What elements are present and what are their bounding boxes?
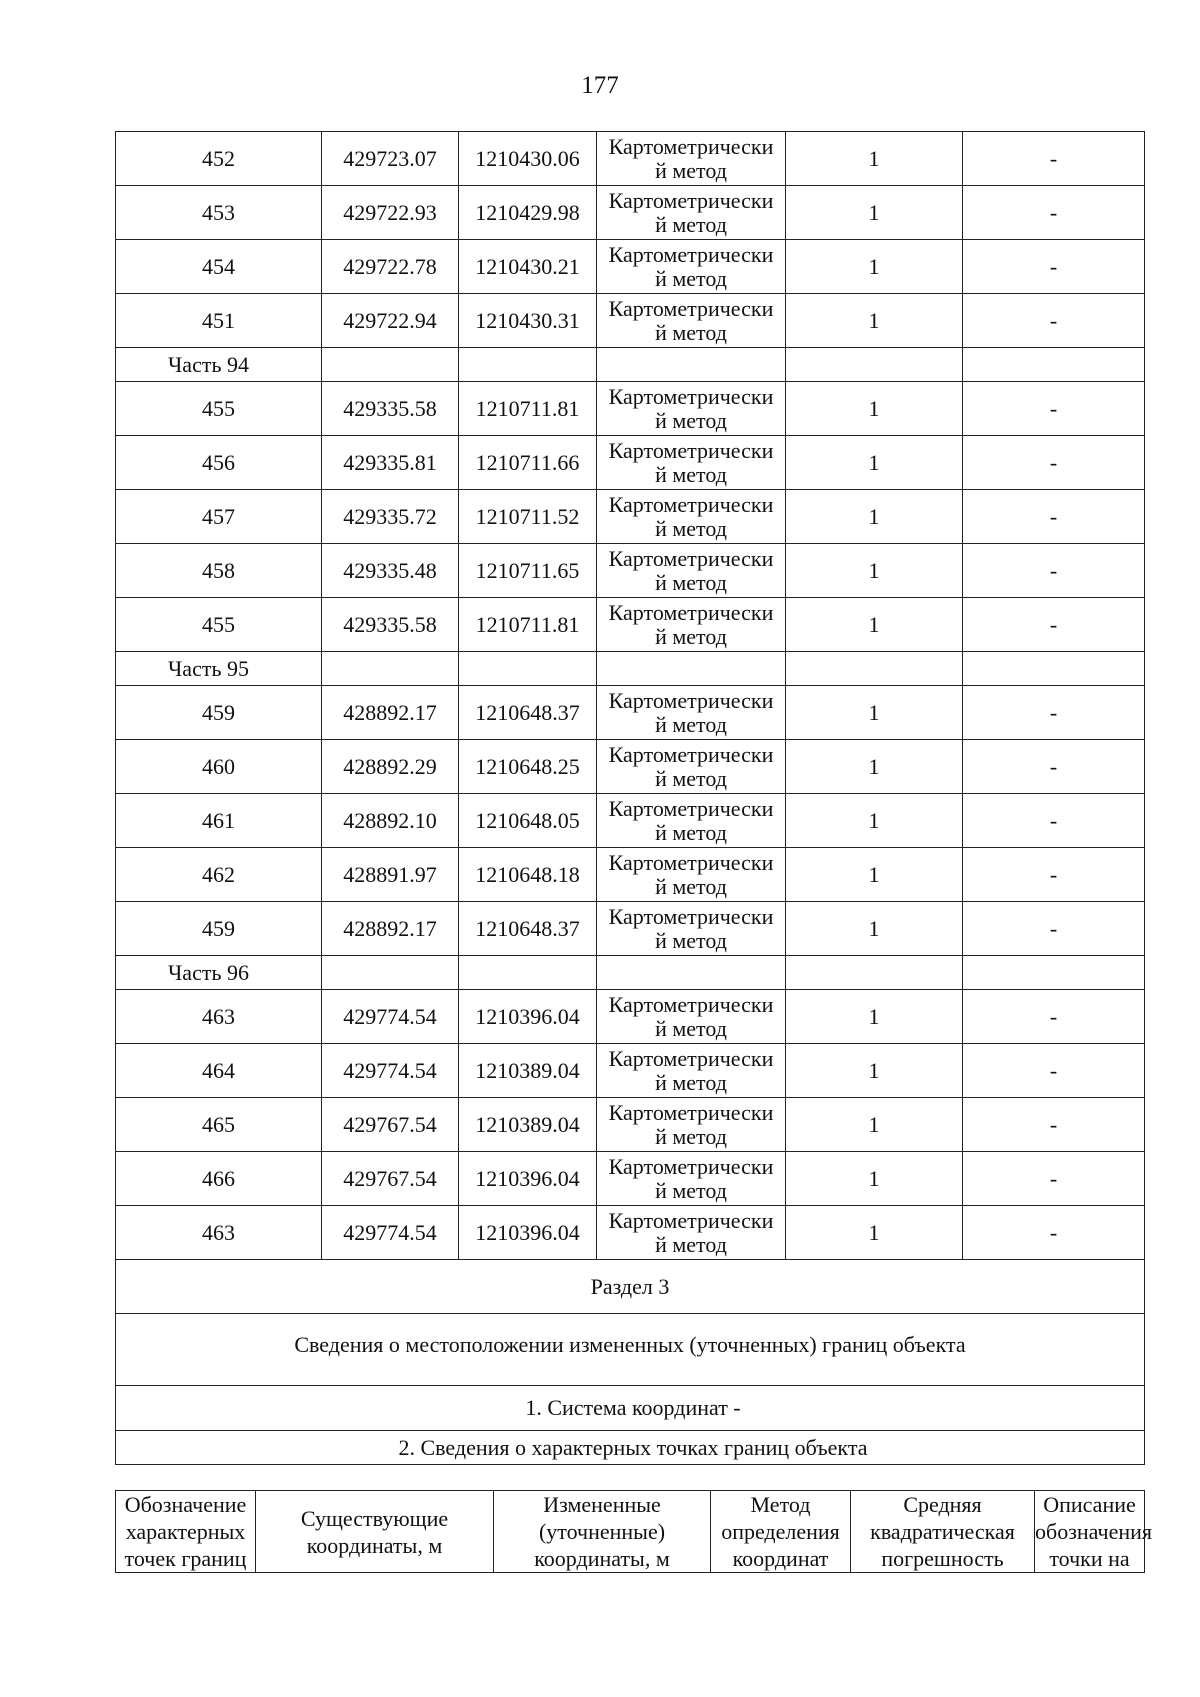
coordinate-system: 1. Система координат -	[116, 1386, 1145, 1431]
accuracy-cell: 1	[786, 1206, 963, 1260]
table-row	[116, 686, 1145, 740]
table-row	[116, 186, 1145, 240]
header-line: характерных	[125, 1519, 246, 1544]
accuracy-cell: 1	[786, 240, 963, 294]
method-line: Картометрически	[608, 687, 774, 713]
accuracy-cell: 1	[786, 686, 963, 740]
header-line: Существующие	[300, 1505, 449, 1531]
method-line: й метод	[655, 819, 727, 845]
x-coordinate-cell: 429723.07	[322, 132, 459, 186]
description-cell: -	[963, 598, 1145, 652]
method-line: Картометрически	[608, 599, 774, 625]
method-line: Картометрически	[608, 383, 774, 409]
header-line: Описание	[1043, 1492, 1136, 1517]
accuracy-cell: 1	[786, 436, 963, 490]
empty-cell	[786, 956, 963, 990]
method-line: Картометрически	[608, 849, 774, 875]
coordinate-system-row	[116, 1386, 1145, 1431]
y-coordinate-cell: 1210711.52	[459, 490, 597, 544]
table-row	[116, 902, 1145, 956]
table-row	[116, 382, 1145, 436]
header-line: погрешность	[881, 1546, 1004, 1571]
y-coordinate-cell: 1210389.04	[459, 1044, 597, 1098]
accuracy-cell: 1	[786, 544, 963, 598]
x-coordinate-cell: 428892.29	[322, 740, 459, 794]
header-line: квадратическая	[870, 1519, 1015, 1544]
method-line: Картометрически	[608, 133, 774, 159]
method-line: й метод	[655, 461, 727, 487]
header-line: точки на	[1049, 1546, 1130, 1571]
y-coordinate-cell: 1210648.37	[459, 686, 597, 740]
x-coordinate-cell: 429335.72	[322, 490, 459, 544]
accuracy-cell: 1	[786, 186, 963, 240]
header-accuracy	[851, 1491, 1035, 1573]
header-method	[711, 1491, 851, 1573]
point-id-cell: 455	[116, 382, 322, 436]
point-id-cell: 455	[116, 598, 322, 652]
x-coordinate-cell: 429335.81	[322, 436, 459, 490]
y-coordinate-cell: 1210711.66	[459, 436, 597, 490]
y-coordinate-cell: 1210396.04	[459, 1206, 597, 1260]
accuracy-cell: 1	[786, 902, 963, 956]
point-id-cell: 457	[116, 490, 322, 544]
method-cell	[597, 490, 786, 544]
y-coordinate-cell: 1210711.65	[459, 544, 597, 598]
table-row	[116, 740, 1145, 794]
method-line: Картометрически	[608, 1207, 774, 1233]
method-cell	[597, 1152, 786, 1206]
part-label: Часть 96	[116, 956, 322, 990]
point-id-cell: 451	[116, 294, 322, 348]
method-line: Картометрически	[608, 241, 774, 267]
point-id-cell: 452	[116, 132, 322, 186]
section-subtitle: Сведения о местоположении измененных (уточненных) границ объекта	[116, 1314, 1145, 1386]
description-cell: -	[963, 382, 1145, 436]
coordinates-table	[115, 131, 1145, 1465]
description-cell: -	[963, 240, 1145, 294]
empty-cell	[597, 956, 786, 990]
method-cell	[597, 544, 786, 598]
header-line: определения	[721, 1519, 840, 1544]
section-title: Раздел 3	[116, 1260, 1145, 1314]
method-cell	[597, 1206, 786, 1260]
description-cell: -	[963, 1152, 1145, 1206]
point-id-cell: 459	[116, 902, 322, 956]
table-row	[116, 848, 1145, 902]
description-cell: -	[963, 436, 1145, 490]
accuracy-cell: 1	[786, 382, 963, 436]
method-cell	[597, 848, 786, 902]
table-row	[116, 1098, 1145, 1152]
method-line: Картометрически	[608, 795, 774, 821]
method-line: й метод	[655, 1069, 727, 1095]
empty-cell	[963, 348, 1145, 382]
part-row	[116, 652, 1145, 686]
description-cell: -	[963, 294, 1145, 348]
empty-cell	[963, 956, 1145, 990]
point-id-cell: 465	[116, 1098, 322, 1152]
header-line: Средняя	[903, 1492, 982, 1517]
column-header-row	[116, 1491, 1145, 1573]
method-line: Картометрически	[608, 1153, 774, 1179]
description-cell: -	[963, 1098, 1145, 1152]
point-id-cell: 456	[116, 436, 322, 490]
header-line: обозначения	[1035, 1519, 1153, 1544]
x-coordinate-cell: 428892.17	[322, 902, 459, 956]
accuracy-cell: 1	[786, 294, 963, 348]
part-label: Часть 94	[116, 348, 322, 382]
method-cell	[597, 382, 786, 436]
header-line: Метод	[750, 1492, 811, 1517]
method-line: Картометрически	[608, 903, 774, 929]
header-line: координат	[732, 1546, 829, 1571]
x-coordinate-cell: 429767.54	[322, 1152, 459, 1206]
table-row	[116, 990, 1145, 1044]
method-line: й метод	[655, 569, 727, 595]
method-cell	[597, 794, 786, 848]
method-line: Картометрически	[608, 1099, 774, 1125]
description-cell: -	[963, 1044, 1145, 1098]
points-heading: 2. Сведения о характерных точках границ объекта	[116, 1431, 1145, 1465]
x-coordinate-cell: 429722.78	[322, 240, 459, 294]
point-id-cell: 462	[116, 848, 322, 902]
empty-cell	[322, 348, 459, 382]
method-cell	[597, 990, 786, 1044]
part-row	[116, 956, 1145, 990]
accuracy-cell: 1	[786, 1098, 963, 1152]
method-line: й метод	[655, 711, 727, 737]
empty-cell	[459, 956, 597, 990]
point-id-cell: 459	[116, 686, 322, 740]
accuracy-cell: 1	[786, 1152, 963, 1206]
description-cell: -	[963, 132, 1145, 186]
header-point-designation	[116, 1491, 256, 1573]
method-line: й метод	[655, 927, 727, 953]
empty-cell	[597, 348, 786, 382]
y-coordinate-cell: 1210396.04	[459, 1152, 597, 1206]
table-row	[116, 240, 1145, 294]
section-3-body	[116, 1260, 1145, 1465]
accuracy-cell: 1	[786, 794, 963, 848]
method-cell	[597, 436, 786, 490]
method-line: Картометрически	[608, 991, 774, 1017]
description-cell: -	[963, 544, 1145, 598]
method-cell	[597, 240, 786, 294]
empty-cell	[459, 348, 597, 382]
header-description	[1035, 1491, 1153, 1573]
method-line: й метод	[655, 1177, 727, 1203]
method-line: Картометрически	[608, 437, 774, 463]
method-line: й метод	[655, 515, 727, 541]
y-coordinate-cell: 1210711.81	[459, 382, 597, 436]
method-line: Картометрически	[608, 295, 774, 321]
method-line: й метод	[655, 319, 727, 345]
table-row	[116, 294, 1145, 348]
x-coordinate-cell: 429335.58	[322, 598, 459, 652]
y-coordinate-cell: 1210648.05	[459, 794, 597, 848]
x-coordinate-cell: 429335.58	[322, 382, 459, 436]
method-line: й метод	[655, 211, 727, 237]
accuracy-cell: 1	[786, 990, 963, 1044]
accuracy-cell: 1	[786, 132, 963, 186]
method-line: й метод	[655, 623, 727, 649]
method-cell	[597, 186, 786, 240]
description-cell: -	[963, 686, 1145, 740]
x-coordinate-cell: 429722.94	[322, 294, 459, 348]
table-row	[116, 1206, 1145, 1260]
empty-cell	[322, 956, 459, 990]
y-coordinate-cell: 1210429.98	[459, 186, 597, 240]
y-coordinate-cell: 1210648.25	[459, 740, 597, 794]
coordinates-table-body	[116, 132, 1145, 1260]
description-cell: -	[963, 990, 1145, 1044]
table-row	[116, 490, 1145, 544]
x-coordinate-cell: 429722.93	[322, 186, 459, 240]
x-coordinate-cell: 428892.10	[322, 794, 459, 848]
x-coordinate-cell: 429774.54	[322, 1044, 459, 1098]
method-cell	[597, 1098, 786, 1152]
description-cell: -	[963, 794, 1145, 848]
x-coordinate-cell: 429335.48	[322, 544, 459, 598]
table-row	[116, 544, 1145, 598]
method-line: Картометрически	[608, 187, 774, 213]
section-subtitle-row	[116, 1314, 1145, 1386]
point-id-cell: 463	[116, 990, 322, 1044]
method-line: й метод	[655, 1015, 727, 1041]
method-cell	[597, 598, 786, 652]
method-line: й метод	[655, 1231, 727, 1257]
method-line: й метод	[655, 407, 727, 433]
point-id-cell: 463	[116, 1206, 322, 1260]
y-coordinate-cell: 1210648.37	[459, 902, 597, 956]
table-row	[116, 598, 1145, 652]
section-title-row	[116, 1260, 1145, 1314]
part-label: Часть 95	[116, 652, 322, 686]
header-line: Измененные	[543, 1492, 661, 1517]
x-coordinate-cell: 429774.54	[322, 990, 459, 1044]
points-heading-row	[116, 1431, 1145, 1465]
table-row	[116, 794, 1145, 848]
table-row	[116, 1152, 1145, 1206]
method-line: й метод	[655, 265, 727, 291]
point-id-cell: 460	[116, 740, 322, 794]
header-line: точек границ	[124, 1546, 247, 1571]
empty-cell	[786, 348, 963, 382]
x-coordinate-cell: 429774.54	[322, 1206, 459, 1260]
method-line: й метод	[655, 157, 727, 183]
y-coordinate-cell: 1210430.31	[459, 294, 597, 348]
x-coordinate-cell: 428892.17	[322, 686, 459, 740]
method-cell	[597, 294, 786, 348]
method-line: й метод	[655, 1123, 727, 1149]
description-cell: -	[963, 902, 1145, 956]
accuracy-cell: 1	[786, 848, 963, 902]
point-id-cell: 458	[116, 544, 322, 598]
page-number: 177	[581, 72, 619, 99]
table-row	[116, 1044, 1145, 1098]
accuracy-cell: 1	[786, 740, 963, 794]
method-cell	[597, 686, 786, 740]
method-cell	[597, 132, 786, 186]
point-id-cell: 461	[116, 794, 322, 848]
y-coordinate-cell: 1210430.21	[459, 240, 597, 294]
empty-cell	[786, 652, 963, 686]
x-coordinate-cell: 429767.54	[322, 1098, 459, 1152]
method-line: Картометрически	[608, 491, 774, 517]
accuracy-cell: 1	[786, 1044, 963, 1098]
header-line: (уточненные)	[538, 1519, 666, 1544]
method-cell	[597, 902, 786, 956]
table-row	[116, 436, 1145, 490]
point-id-cell: 454	[116, 240, 322, 294]
y-coordinate-cell: 1210430.06	[459, 132, 597, 186]
method-cell	[597, 1044, 786, 1098]
header-line: координаты, м	[306, 1532, 443, 1558]
method-cell	[597, 740, 786, 794]
y-coordinate-cell: 1210396.04	[459, 990, 597, 1044]
accuracy-cell: 1	[786, 490, 963, 544]
table-row	[116, 132, 1145, 186]
description-cell: -	[963, 490, 1145, 544]
header-changed-coordinates	[494, 1491, 711, 1573]
method-line: й метод	[655, 873, 727, 899]
empty-cell	[459, 652, 597, 686]
point-id-cell: 466	[116, 1152, 322, 1206]
accuracy-cell: 1	[786, 598, 963, 652]
empty-cell	[597, 652, 786, 686]
description-cell: -	[963, 1206, 1145, 1260]
point-id-cell: 464	[116, 1044, 322, 1098]
header-line: координаты, м	[534, 1546, 670, 1571]
description-cell: -	[963, 740, 1145, 794]
method-line: Картометрически	[608, 545, 774, 571]
description-cell: -	[963, 848, 1145, 902]
point-id-cell: 453	[116, 186, 322, 240]
y-coordinate-cell: 1210648.18	[459, 848, 597, 902]
empty-cell	[322, 652, 459, 686]
method-line: й метод	[655, 765, 727, 791]
header-existing-coordinates	[256, 1491, 494, 1573]
part-row	[116, 348, 1145, 382]
boundary-points-header-table	[115, 1490, 1153, 1573]
x-coordinate-cell: 428891.97	[322, 848, 459, 902]
empty-cell	[963, 652, 1145, 686]
method-line: Картометрически	[608, 1045, 774, 1071]
y-coordinate-cell: 1210711.81	[459, 598, 597, 652]
method-line: Картометрически	[608, 741, 774, 767]
y-coordinate-cell: 1210389.04	[459, 1098, 597, 1152]
header-line: Обозначение	[124, 1492, 247, 1517]
description-cell: -	[963, 186, 1145, 240]
